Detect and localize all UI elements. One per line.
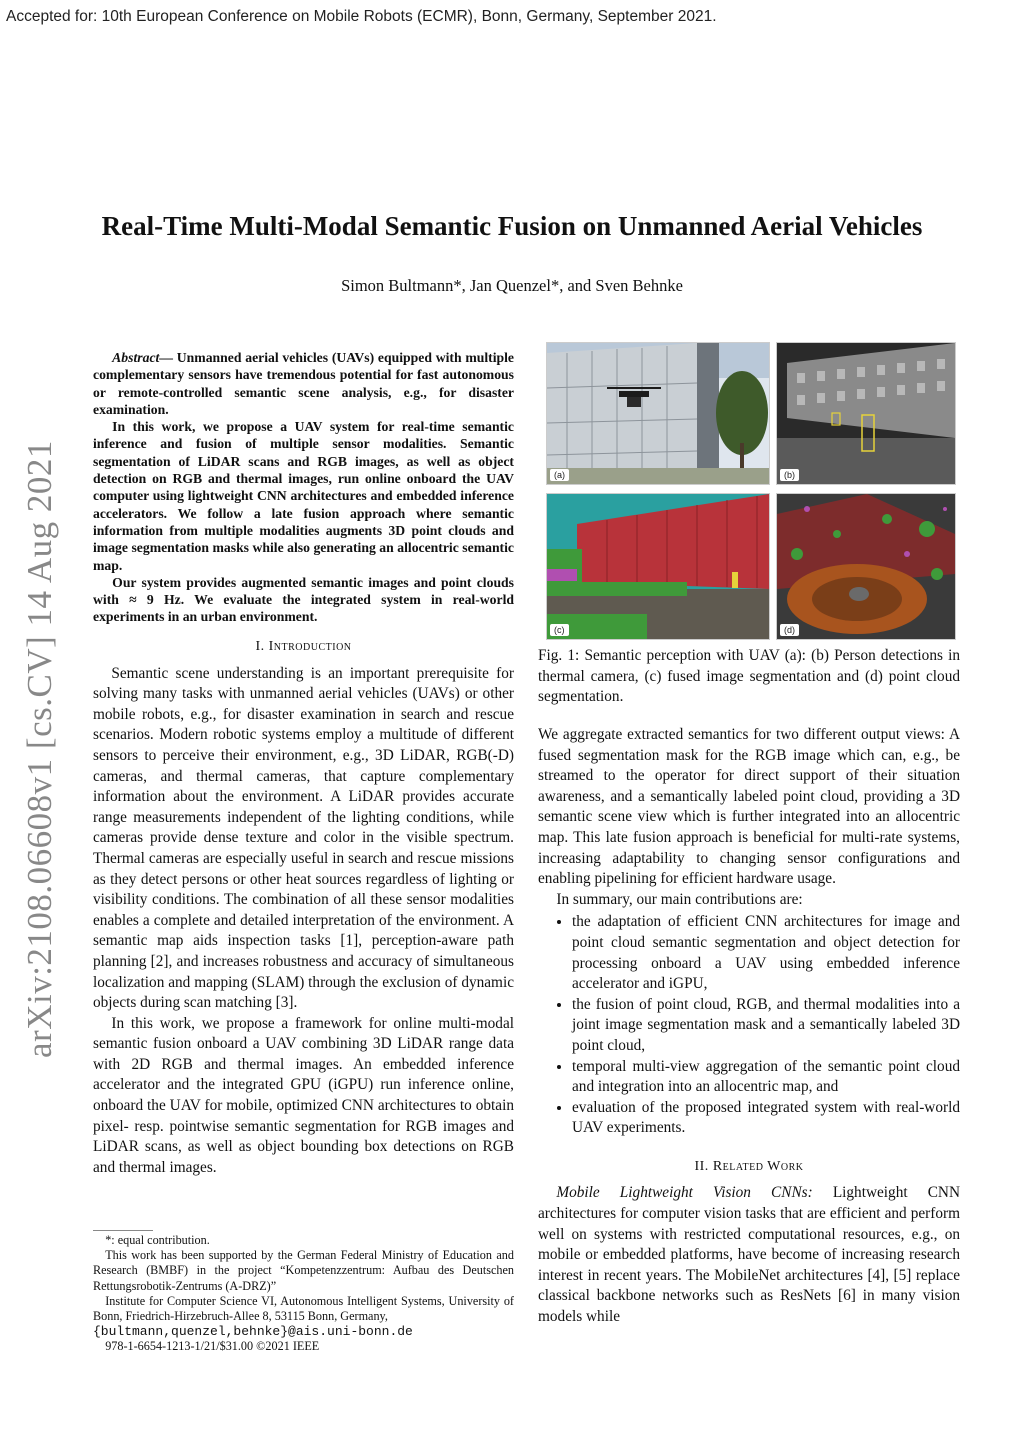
figure-panel-d xyxy=(776,493,956,640)
footnote-affil-text: Institute for Computer Science VI, Autonomous Intelligent Systems, University of Bonn, Friedrich-Hirzebruch-Allee 8, 53115 Bonn, Germany, xyxy=(93,1293,514,1324)
list-item: • the adaptation of efficient CNN architectures for image and point cloud semantic segmentation and object detection for processing onboard a UAV using embedded inference accelerator and iGPU, xyxy=(572,912,960,994)
contribution-list xyxy=(538,912,960,1139)
figure-caption: Fig. 1: Semantic perception with UAV (a): (b) Person detections in thermal camera, (c) fused image segmentation and (d) point cloud segmentation. xyxy=(538,647,960,706)
related-work-lead: Mobile Lightweight Vision CNNs: xyxy=(556,1184,813,1202)
footnote-equal: *: equal contribution. xyxy=(105,1233,210,1247)
right-column xyxy=(538,725,960,1328)
intro-p2: In this work, we propose a framework for online multi-modal semantic fusion onboard a UAV combining 3D LiDAR range data with 2D RGB and thermal images. An embedded inference accelerator and the integrated GPU (iGPU) run inference online, onboard the UAV for mobile, optimized CNN architectures to obtain pixel- resp. pointwise semantic segmentation for RGB images and LiDAR scans, as well as object bounding box detections on RGB and thermal images. xyxy=(93,1014,514,1176)
related-work-heading xyxy=(538,1157,960,1178)
intro-column xyxy=(93,633,514,1178)
footnote-rule xyxy=(93,1230,153,1231)
abstract-p2: In this work, we propose a UAV system for real-time semantic inference and fusion of multiple sensor modalities. Semantic segmentation of LiDAR scans and RGB images, as well as object detection on RGB and thermal images, run online onboard the UAV computer using lightweight CNN architectures and embedded inference accelerators. We follow a late fusion approach where semantic information from multiple modalities augments 3D point clouds and image segmentation masks while also generating an allocentric semantic map. xyxy=(93,419,514,573)
paper-title: Real-Time Multi-Modal Semantic Fusion on Unmanned Aerial Vehicles xyxy=(101,211,923,241)
list-item: • the fusion of point cloud, RGB, and thermal modalities into a joint image segmentation mask and a semantically labeled 3D point cloud, xyxy=(572,995,960,1057)
related-work-text: Lightweight CNN architectures for computer vision tasks that are efficient and perform well on systems with restricted computational resources, e.g., on mobile or embedded platforms, have become of increasing research interest in recent years. The MobileNet architectures [4], [5] replace classical backbone networks such as ResNets [6] in many vision models while xyxy=(538,1184,960,1326)
right-p1: We aggregate extracted semantics for two different output views: A fused segmentation mask for the RGB image which can, e.g., be streamed to the operator for direct support of their situation awareness, and a semantically labeled point cloud, providing a 3D semantic scene view which is further integrated into an allocentric map. This late fusion approach is beneficial for multi-rate systems, increasing adaptability to changing sensor configurations and enabling pipelining for efficient hardware usage. xyxy=(538,726,960,888)
abstract-text-1: Unmanned aerial vehicles (UAVs) equipped with multiple complementary sensors have tremendous potential for fast autonomous or remote-controlled semantic scene analysis, e.g., for disaster examination. xyxy=(93,350,515,417)
footnote-funding: This work has been supported by the German Federal Ministry of Education and Research (BMBF) in the project “Kompetenzzentrum: Aufbau des Deutschen Rettungsrobotik-Zentrums (A-DRZ)” xyxy=(93,1248,514,1293)
intro-heading-text: Introduction xyxy=(268,639,352,654)
related-heading-text: Related Work xyxy=(712,1158,804,1174)
related-heading-num: II. xyxy=(694,1158,709,1174)
footnote-email: {bultmann,quenzel,behnke}@ais.uni-bonn.de xyxy=(93,1324,413,1340)
fused-segmentation-image xyxy=(547,494,769,639)
abstract-p1 xyxy=(93,349,514,418)
list-item: • temporal multi-view aggregation of the semantic point cloud and integration into an allocentric map, and xyxy=(572,1057,960,1098)
intro-p1: Semantic scene understanding is an important prerequisite for solving many tasks with unmanned aerial vehicles (UAVs) or other mobile robots, e.g., for disaster examination in search and rescue scenarios. Modern robotic systems employ a multitude of different sensors to perceive their environment, e.g., 3D LiDAR, RGB(-D) cameras, and thermal cameras, that capture complementary information about the environment. A LiDAR provides accurate range measurements independent of the lighting conditions, while cameras provide dense texture and color in the visible spectrum. Thermal cameras are especially useful in search and rescue missions as they detect persons or other heat sources regardless of lighting or visibility conditions. The combination of all these sensor modalities enables a complete and detailed interpretation of the environment. A semantic map aids inspection tasks [1], perception-aware path planning [2], and increases robustness and accuracy of simultaneous localization and mapping (SLAM) through the exclusion of dynamic objects during scan matching [3]. xyxy=(93,664,514,1012)
arxiv-stamp: arXiv:2108.06608v1 [cs.CV] 14 Aug 2021 xyxy=(20,440,59,1058)
intro-heading xyxy=(93,637,514,658)
figure-label-a: (a) xyxy=(550,469,569,481)
footnote xyxy=(93,1230,514,1355)
conference-header: Accepted for: 10th European Conference on Mobile Robots (ECMR), Bonn, Germany, September 2021. xyxy=(6,8,717,25)
figure-panel-b xyxy=(776,342,956,485)
point-cloud-image xyxy=(777,494,955,639)
figure-label-c: (c) xyxy=(550,624,569,636)
uav-photo-image xyxy=(547,343,769,484)
abstract xyxy=(93,349,514,626)
figure-label-d: (d) xyxy=(780,624,799,636)
figure-label-b: (b) xyxy=(780,469,799,481)
abstract-lead: Abstract— xyxy=(112,350,174,365)
footnote-isbn: 978-1-6654-1213-1/21/$31.00 ©2021 IEEE xyxy=(105,1339,320,1354)
abstract-p3: Our system provides augmented semantic images and point clouds with ≈ 9 Hz. We evaluate the integrated system in real-world experiments in an urban environment. xyxy=(93,574,514,625)
right-p2: In summary, our main contributions are: xyxy=(556,890,803,908)
list-item: • evaluation of the proposed integrated system with real-world UAV experiments. xyxy=(572,1098,960,1139)
thermal-image xyxy=(777,343,955,484)
author-list: Simon Bultmann*, Jan Quenzel*, and Sven Behnke xyxy=(341,276,683,295)
related-work-p1 xyxy=(538,1183,960,1327)
footnote-affil xyxy=(93,1294,514,1340)
figure-panel-a xyxy=(546,342,770,485)
intro-heading-num: I. xyxy=(255,639,265,654)
figure-panel-c xyxy=(546,493,770,640)
